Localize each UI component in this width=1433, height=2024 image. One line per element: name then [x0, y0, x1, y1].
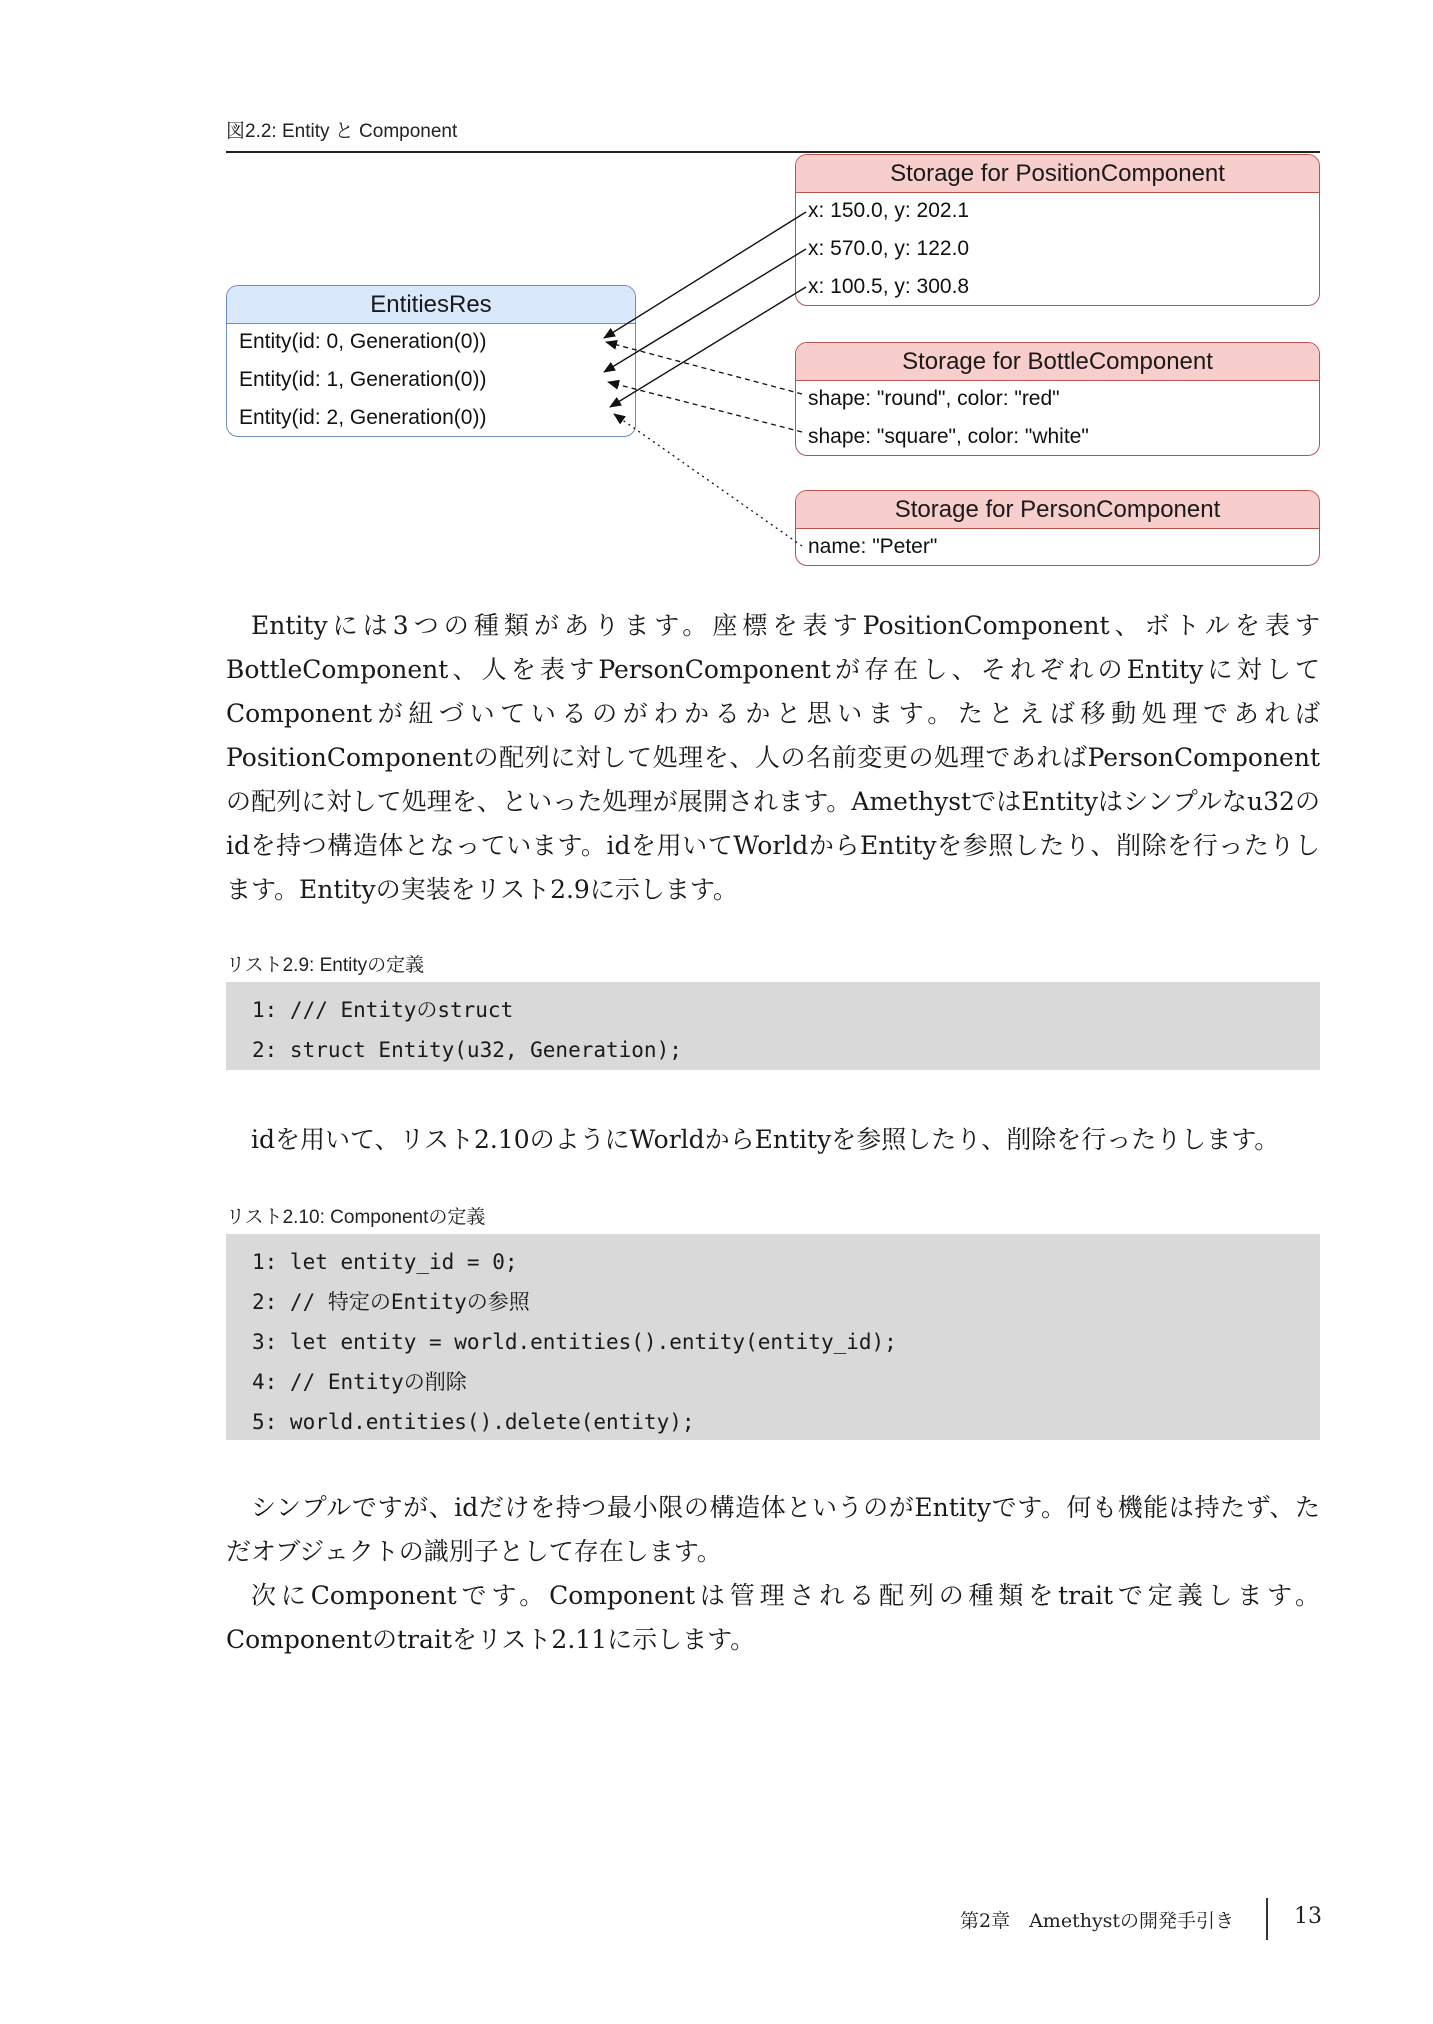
code-line: 1: /// Entityのstruct [252, 998, 514, 1022]
code-line: 1: let entity_id = 0; [252, 1250, 518, 1274]
position-row-1: x: 570.0, y: 122.0 [808, 237, 970, 260]
paragraph-3: シンプルですが、idだけを持つ最小限の構造体というのがEntityです。何も機能は持たず、ただオブジェクトの識別子として存在します。 [226, 1493, 1320, 1566]
arrow-position-2 [610, 287, 806, 407]
footer-chapter-title: 第2章 Amethystの開発手引き [960, 1910, 1235, 1932]
code-line: 2: // 特定のEntityの参照 [252, 1290, 530, 1314]
bottle-row-1: shape: "square", color: "white" [808, 425, 1089, 448]
code-line: 5: world.entities().delete(entity); [252, 1410, 695, 1434]
person-storage-box [795, 490, 1320, 566]
arrow-person-0 [614, 414, 802, 546]
paragraph-2: idを用いて、リスト2.10のようにWorldからEntityを参照したり、削除を行ったりします。 [251, 1125, 1280, 1154]
figure-caption: 図2.2: Entity と Component [226, 121, 458, 142]
position-storage-title: Storage for PositionComponent [796, 155, 1319, 193]
position-storage-box [795, 154, 1320, 306]
code-line: 2: struct Entity(u32, Generation); [252, 1038, 682, 1062]
paragraph-4: 次にComponentです。Componentは管理される配列の種類をtraitで定義します。Componentのtraitをリスト2.11に示します。 [226, 1581, 1320, 1654]
code-block-listing-2-9 [226, 982, 1320, 1070]
entities-res-box [226, 285, 636, 437]
listing-2-9-caption: リスト2.9: Entityの定義 [226, 955, 425, 976]
bottle-row-0: shape: "round", color: "red" [808, 387, 1060, 410]
entities-res-title: EntitiesRes [227, 286, 635, 324]
person-storage-title: Storage for PersonComponent [796, 491, 1319, 529]
footer-divider [1266, 1898, 1268, 1940]
entity-row-2: Entity(id: 2, Generation(0)) [239, 406, 487, 429]
figure-top-rule [226, 151, 1320, 153]
footer-page-number: 13 [1294, 1904, 1322, 1929]
bottle-storage-box [795, 342, 1320, 456]
code-line: 3: let entity = world.entities().entity(entity_id); [252, 1330, 897, 1354]
entity-row-1: Entity(id: 1, Generation(0)) [239, 368, 487, 391]
position-row-0: x: 150.0, y: 202.1 [808, 199, 970, 222]
person-row-0: name: "Peter" [808, 535, 938, 558]
entity-row-0: Entity(id: 0, Generation(0)) [239, 330, 487, 353]
bottle-storage-title: Storage for BottleComponent [796, 343, 1319, 381]
arrow-bottle-1 [608, 382, 802, 432]
paragraph-1: Entityには3つの種類があります。座標を表すPositionComponent、ボトルを表すBottleComponent、人を表すPersonComponentが存在し、それぞれのEntityに対してComponentが紐づいているのがわかるかと思います。たとえば移動処理であればPositionComponentの配列に対して処理を、人の名前変更の処理であればPersonComponentの配列に対して処理を、といった処理が展開されます。AmethystではEntityはシンプルなu32のidを持つ構造体となっています。idを用いてWorldからEntityを参照したり、削除を行ったりします。Entityの実装をリスト2.9に示します。 [226, 611, 1320, 904]
listing-2-10-caption: リスト2.10: Componentの定義 [226, 1207, 486, 1228]
code-block-listing-2-10 [226, 1234, 1320, 1440]
position-row-2: x: 100.5, y: 300.8 [808, 275, 970, 298]
code-line: 4: // Entityの削除 [252, 1370, 467, 1394]
